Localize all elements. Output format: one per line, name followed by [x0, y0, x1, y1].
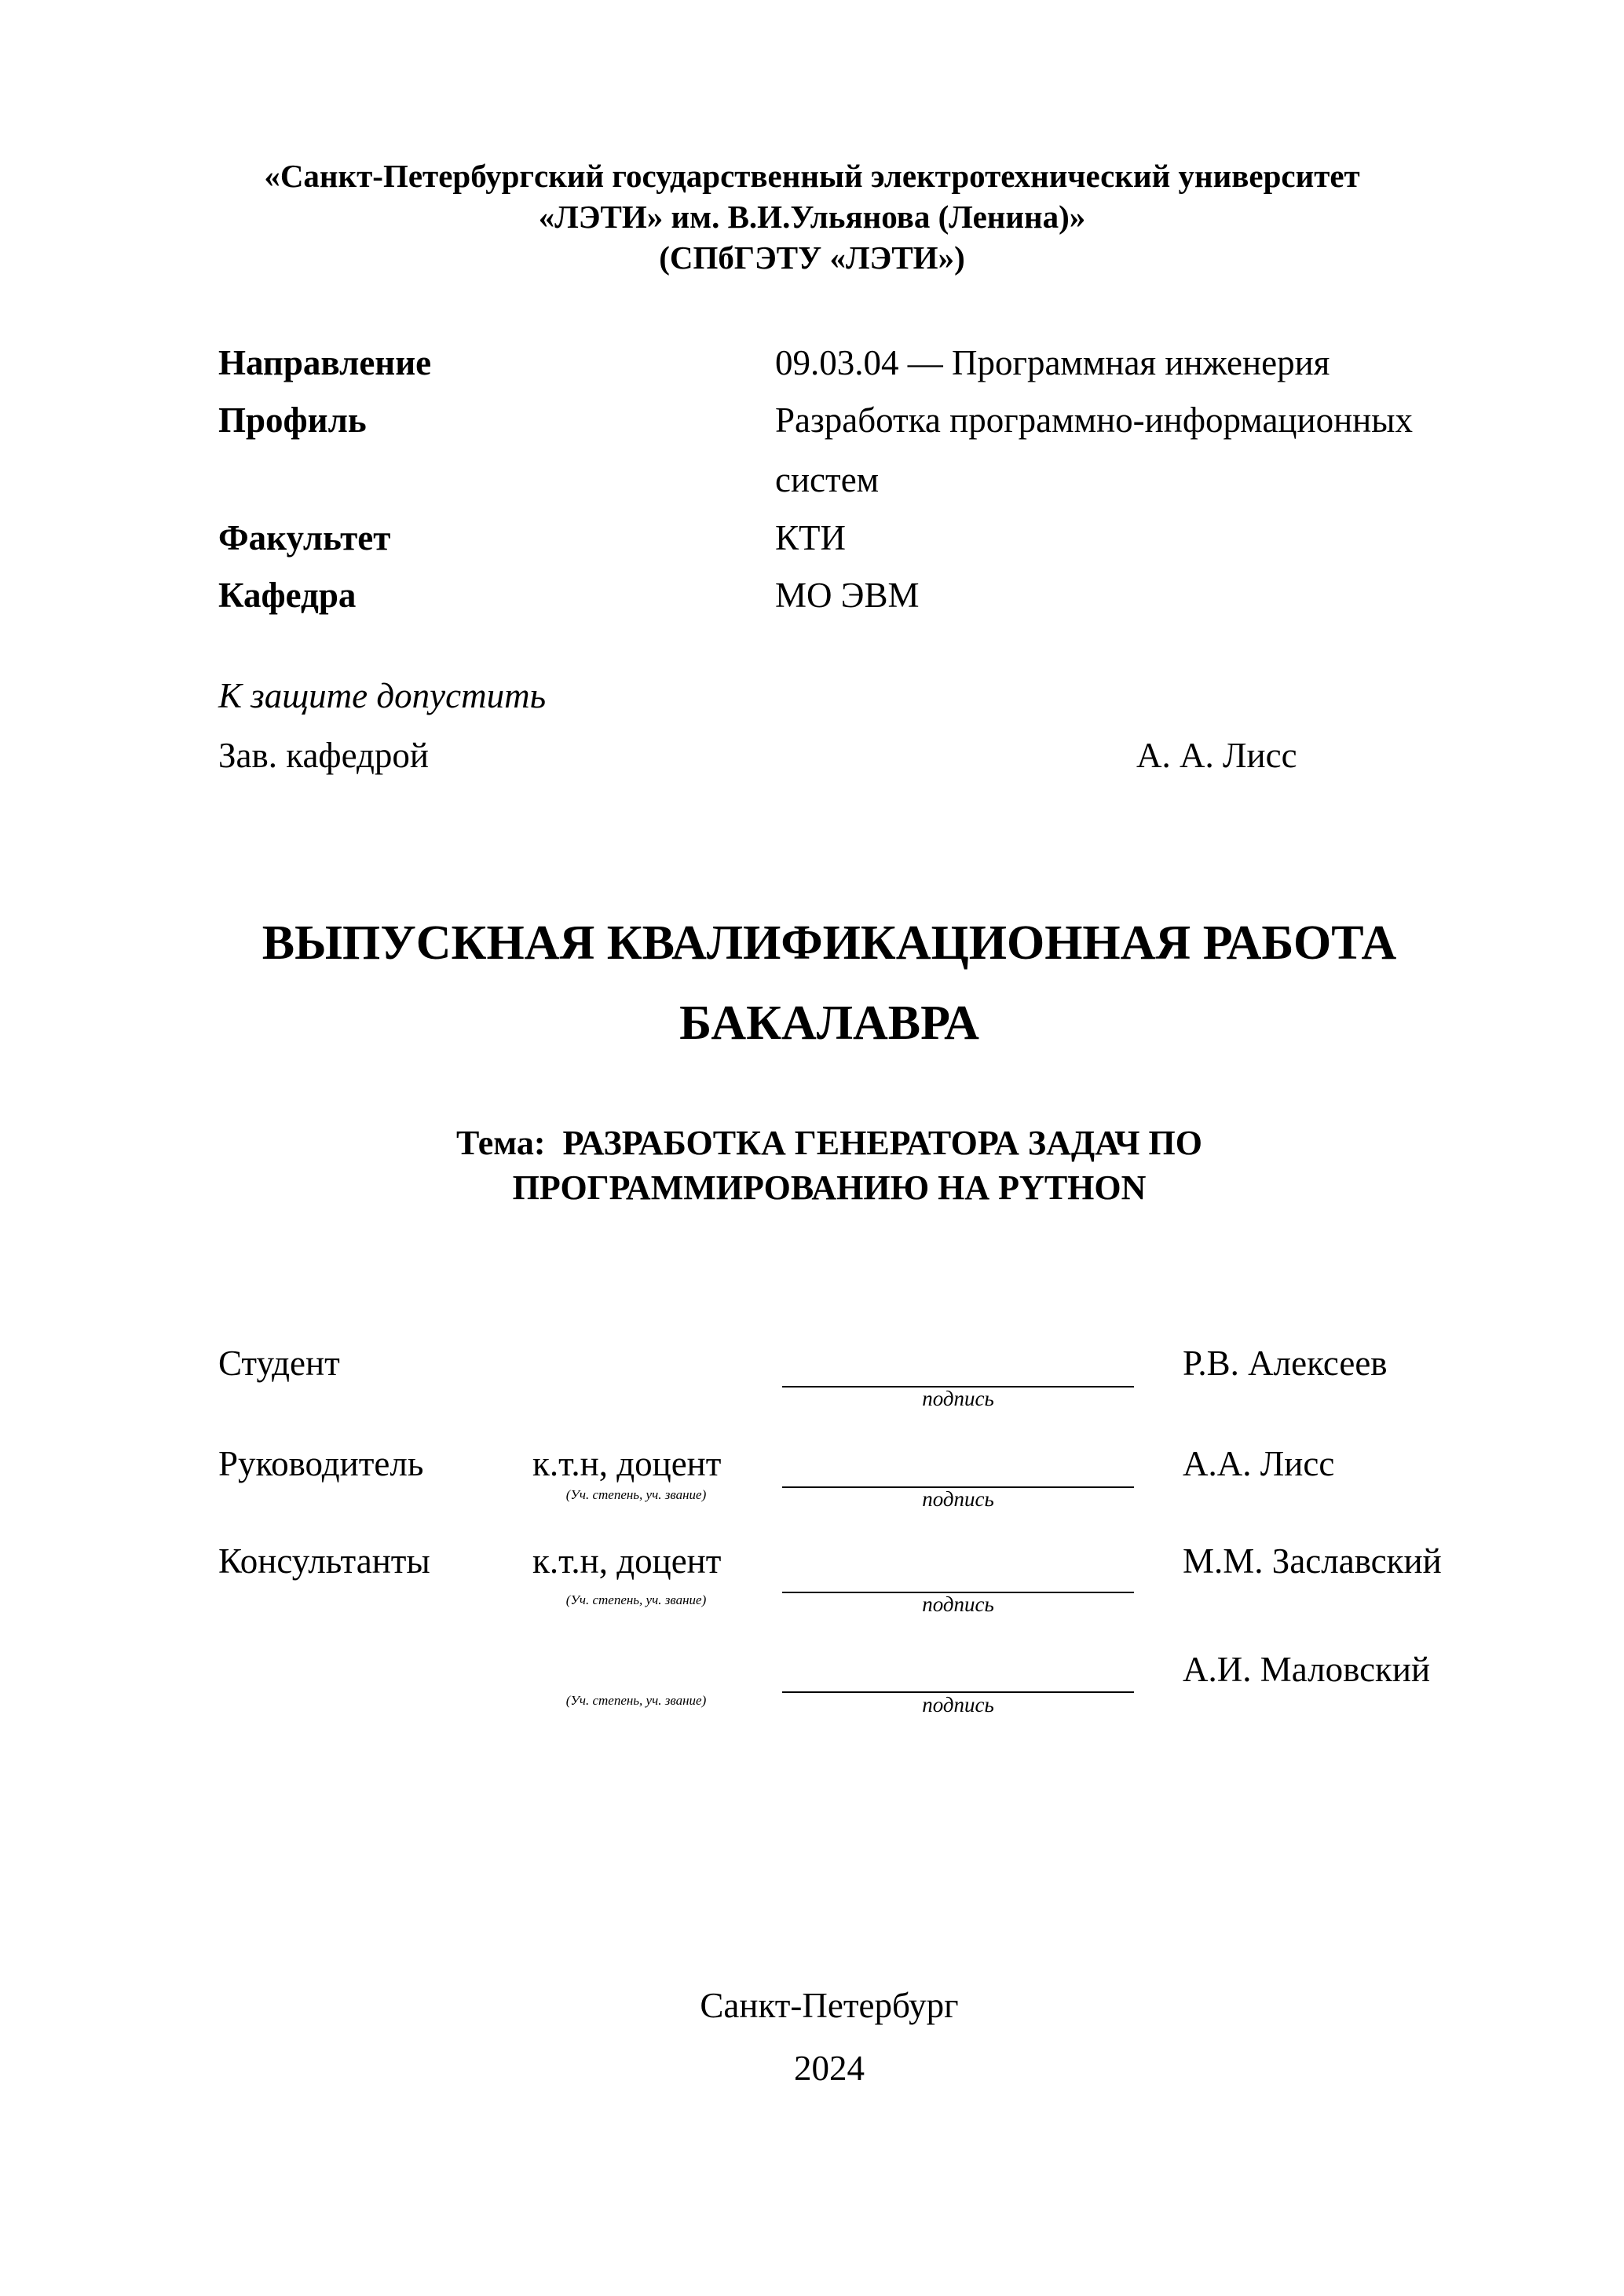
faculty-label: Факультет — [218, 518, 391, 558]
student-signature-caption: подпись — [922, 1387, 994, 1410]
consultant2-signature-caption: подпись — [922, 1693, 994, 1717]
consultant2-degree-caption: (Уч. степень, уч. звание) — [565, 1693, 707, 1708]
consultant2-name: А.И. Маловский — [1183, 1650, 1431, 1689]
faculty-value: КТИ — [775, 518, 846, 558]
profile-label: Профиль — [218, 400, 367, 440]
supervisor-role: Руководитель — [218, 1444, 424, 1483]
supervisor-degree-caption: (Уч. степень, уч. звание) — [565, 1487, 707, 1502]
university-abbreviation: (СПбГЭТУ «ЛЭТИ») — [659, 239, 965, 276]
student-name: Р.В. Алексеев — [1183, 1344, 1388, 1383]
supervisor-degree: к.т.н, доцент — [532, 1444, 722, 1483]
direction-value: 09.03.04 — Программная инженерия — [775, 343, 1330, 382]
approval-caption: К защите допустить — [218, 676, 547, 715]
university-name-line1: «Санкт-Петербургский государственный электротехнический университет — [264, 158, 1360, 194]
consultant1-signature-caption: подпись — [922, 1592, 994, 1616]
department-label: Кафедра — [218, 576, 357, 615]
supervisor-name: А.А. Лисс — [1183, 1444, 1335, 1483]
year: 2024 — [794, 2049, 865, 2088]
topic-line2: ПРОГРАММИРОВАНИЮ НА PYTHON — [512, 1168, 1147, 1207]
university-name-line2: «ЛЭТИ» им. В.И.Ульянова (Ленина)» — [538, 199, 1086, 235]
consultant1-name: М.М. Заславский — [1183, 1541, 1442, 1581]
work-title-line1: ВЫПУСКНАЯ КВАЛИФИКАЦИОННАЯ РАБОТА — [262, 916, 1397, 970]
approval-name: А. А. Лисс — [1136, 736, 1297, 775]
consultant1-degree: к.т.н, доцент — [532, 1541, 722, 1581]
approval-role: Зав. кафедрой — [218, 736, 429, 775]
consultants-role: Консультанты — [218, 1541, 430, 1581]
work-title-line2: БАКАЛАВРА — [679, 996, 979, 1050]
direction-label: Направление — [218, 343, 432, 382]
profile-value: Разработка программно-информационных — [775, 400, 1413, 440]
supervisor-signature-caption: подпись — [922, 1487, 994, 1511]
profile-value-continuation: систем — [775, 460, 880, 499]
student-role: Студент — [218, 1344, 340, 1383]
consultant1-degree-caption: (Уч. степень, уч. звание) — [565, 1592, 707, 1607]
city: Санкт-Петербург — [700, 1986, 959, 2025]
topic-line1: Тема: РАЗРАБОТКА ГЕНЕРАТОРА ЗАДАЧ ПО — [456, 1124, 1202, 1162]
department-value: МО ЭВМ — [775, 576, 920, 615]
